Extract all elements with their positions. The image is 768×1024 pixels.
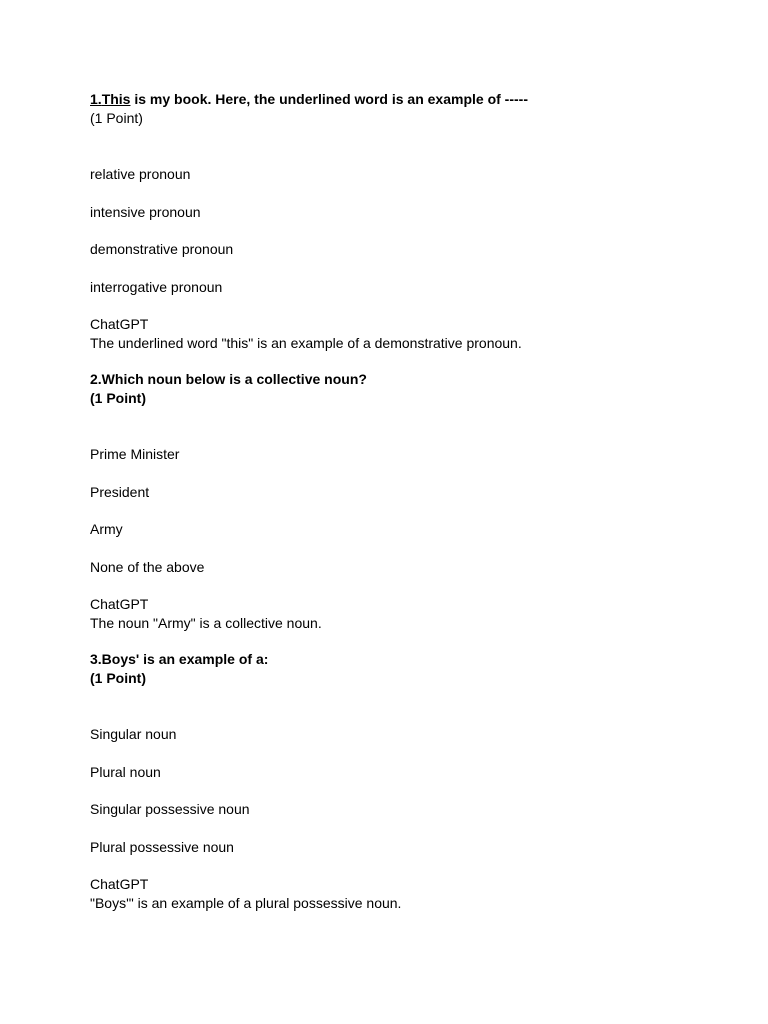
question-1: [90, 90, 710, 353]
document-page: [90, 90, 710, 913]
option: relative pronoun: [90, 166, 191, 182]
answer-text: The noun "Army" is a collective noun.: [90, 615, 322, 631]
question-1-number-word: [90, 91, 130, 107]
question-3: [90, 650, 710, 913]
option: Plural noun: [90, 763, 161, 780]
option: intensive pronoun: [90, 203, 201, 220]
option: None of the above: [90, 558, 205, 575]
question-1-rest: is my book. Here, the underlined word is an example of -----: [130, 91, 528, 107]
option: Singular possessive noun: [90, 801, 250, 817]
question-3-text: 3.Boys' is an example of a:: [90, 651, 269, 667]
question-1-underlined-word: This: [101, 91, 131, 107]
option: Army: [90, 521, 123, 537]
question-2-points: (1 Point): [90, 390, 146, 406]
option: Singular noun: [90, 726, 177, 742]
answer-label: ChatGPT: [90, 596, 149, 612]
answer-text: The underlined word "this" is an example of a demonstrative pronoun.: [90, 335, 522, 351]
question-2-text: 2.Which noun below is a collective noun?: [90, 371, 367, 387]
question-1-text: [90, 90, 710, 109]
option: President: [90, 483, 150, 500]
question-1-points: (1 Point): [90, 110, 143, 126]
option: interrogative pronoun: [90, 278, 223, 295]
option: demonstrative pronoun: [90, 241, 234, 257]
question-1-number: 1.: [90, 91, 102, 107]
answer-label: ChatGPT: [90, 876, 149, 892]
answer-text: "Boys'" is an example of a plural possessive noun.: [90, 895, 402, 911]
question-2: [90, 370, 710, 633]
answer-label: ChatGPT: [90, 316, 149, 332]
question-3-points: (1 Point): [90, 670, 146, 686]
option: Plural possessive noun: [90, 838, 234, 855]
option: Prime Minister: [90, 446, 180, 462]
